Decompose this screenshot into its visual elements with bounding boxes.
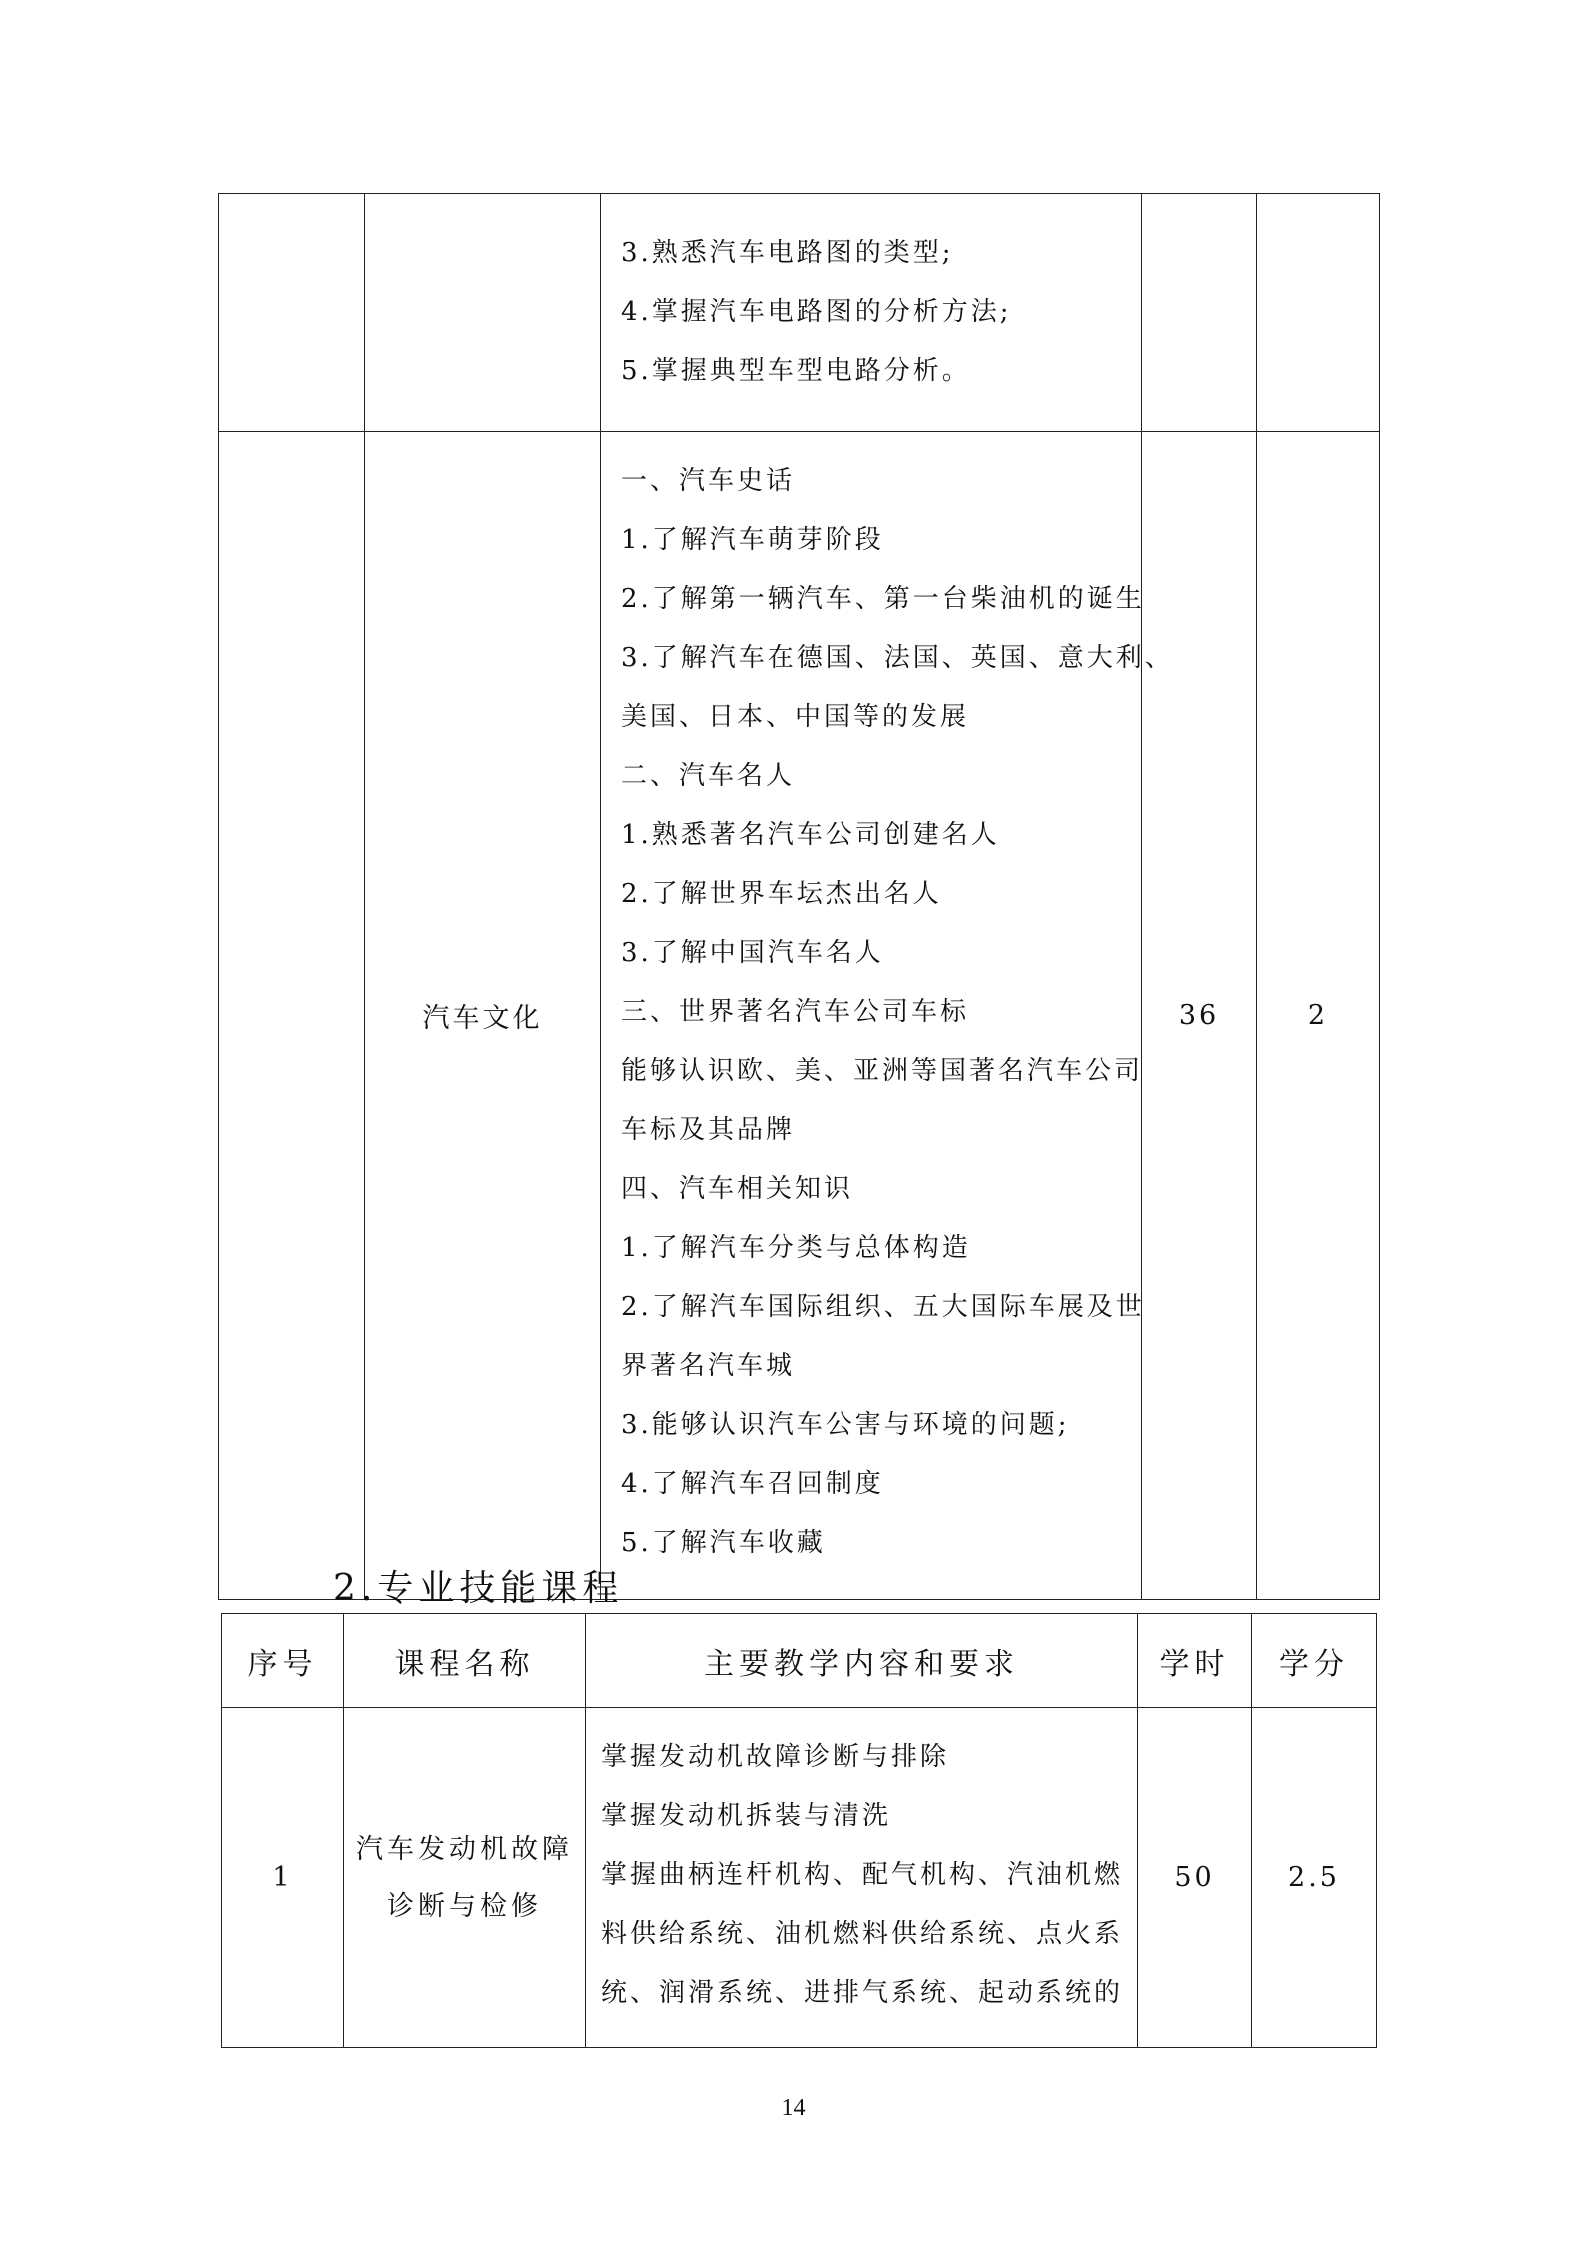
course-table-continued — [218, 193, 1380, 1600]
content-line: 三、世界著名汽车公司车标 — [621, 997, 970, 1027]
content-line: 4.掌握汽车电路图的分析方法; — [621, 297, 1012, 327]
content-line: 1.熟悉著名汽车公司创建名人 — [621, 820, 1000, 850]
hours-cell: 36 — [1142, 432, 1257, 1600]
table-header-row — [222, 1614, 1377, 1708]
course-name-cell — [365, 194, 601, 432]
credits-cell — [1257, 194, 1380, 432]
section-heading: 2.专业技能课程 — [333, 1568, 624, 1609]
content-line: 2.了解世界车坛杰出名人 — [621, 879, 942, 909]
content-line: 5.了解汽车收藏 — [621, 1528, 826, 1558]
content-line: 统、润滑系统、进排气系统、起动系统的 — [601, 1978, 1124, 2008]
content-line: 掌握发动机故障诊断与排除 — [601, 1742, 950, 1772]
index-cell — [219, 432, 365, 1600]
table-row — [222, 1708, 1377, 2048]
content-line: 3.熟悉汽车电路图的类型; — [621, 238, 954, 268]
course-content-cell — [586, 1708, 1138, 2048]
content-line: 美国、日本、中国等的发展 — [621, 702, 970, 732]
content-line: 一、汽车史话 — [621, 466, 796, 496]
content-line: 2.了解汽车国际组织、五大国际车展及世 — [621, 1292, 1145, 1322]
table-row — [219, 194, 1380, 432]
credits-cell: 2 — [1257, 432, 1380, 1600]
course-name-cell: 汽车文化 — [365, 432, 601, 1600]
index-cell — [219, 194, 365, 432]
page-number: 14 — [781, 2095, 806, 2121]
content-line: 3.了解汽车在德国、法国、英国、意大利、 — [621, 643, 1174, 673]
course-name-line: 汽车发动机故障 — [356, 1833, 573, 1865]
content-line: 2.了解第一辆汽车、第一台柴油机的诞生 — [621, 584, 1145, 614]
hours-cell: 50 — [1138, 1708, 1252, 2048]
hours-cell — [1142, 194, 1257, 432]
course-name-cell — [344, 1708, 586, 2048]
content-line: 能够认识欧、美、亚洲等国著名汽车公司 — [621, 1056, 1144, 1086]
content-line: 4.了解汽车召回制度 — [621, 1469, 884, 1499]
header-hours: 学时 — [1138, 1614, 1252, 1708]
content-line: 1.了解汽车分类与总体构造 — [621, 1233, 971, 1263]
content-line: 5.掌握典型车型电路分析。 — [621, 356, 971, 386]
course-content-cell — [601, 194, 1142, 432]
content-line: 料供给系统、油机燃料供给系统、点火系 — [601, 1919, 1124, 1949]
course-name-line: 诊断与检修 — [387, 1890, 542, 1922]
table-row — [219, 432, 1380, 1600]
credits-cell: 2.5 — [1252, 1708, 1377, 2048]
header-credits: 学分 — [1252, 1614, 1377, 1708]
header-content: 主要教学内容和要求 — [586, 1614, 1138, 1708]
content-line: 3.了解中国汽车名人 — [621, 938, 884, 968]
content-line: 3.能够认识汽车公害与环境的问题; — [621, 1410, 1070, 1440]
content-line: 掌握发动机拆装与清洗 — [601, 1801, 892, 1831]
content-line: 界著名汽车城 — [621, 1351, 796, 1381]
content-line: 二、汽车名人 — [621, 761, 796, 791]
content-line: 车标及其品牌 — [621, 1115, 796, 1145]
content-line: 1.了解汽车萌芽阶段 — [621, 525, 884, 555]
course-content-cell — [601, 432, 1174, 1600]
header-index: 序号 — [222, 1614, 344, 1708]
professional-skills-course-table — [221, 1613, 1377, 2048]
content-line: 四、汽车相关知识 — [621, 1174, 854, 1204]
header-course-name: 课程名称 — [344, 1614, 586, 1708]
content-line: 掌握曲柄连杆机构、配气机构、汽油机燃 — [601, 1860, 1124, 1890]
index-cell: 1 — [222, 1708, 344, 2048]
